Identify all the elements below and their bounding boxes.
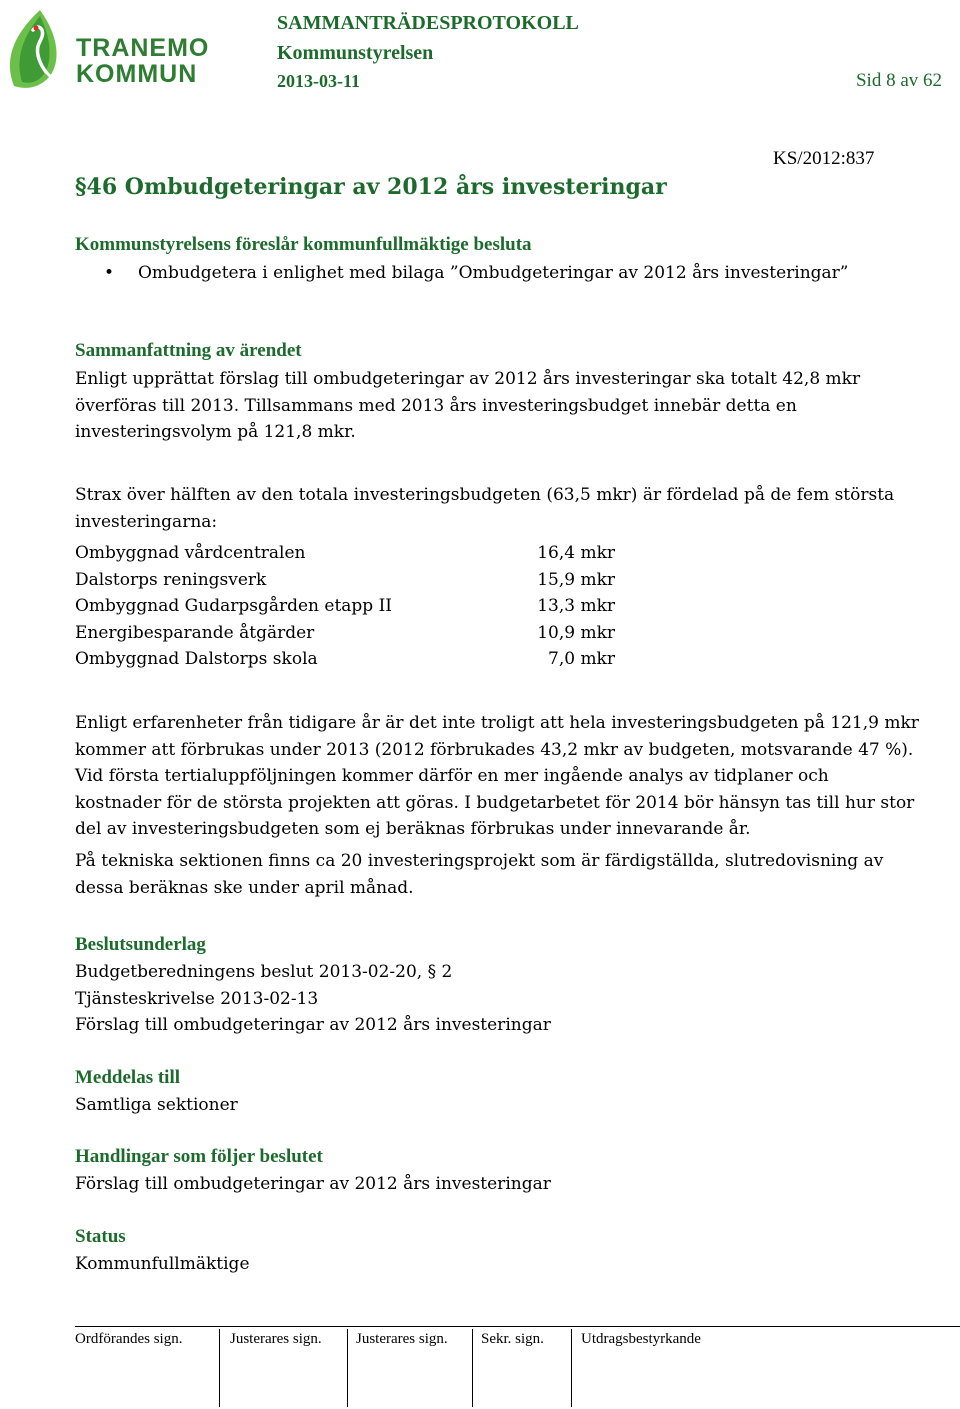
notify-heading: Meddelas till xyxy=(75,1067,181,1088)
signature-divider xyxy=(472,1329,473,1407)
investment-value: 13,3 mkr xyxy=(537,596,615,616)
signature-divider xyxy=(347,1329,348,1407)
text-line: överföras till 2013. Tillsammans med 2013 års investeringsbudget innebär detta en xyxy=(75,395,797,416)
proposal-bullet-text: Ombudgetera i enlighet med bilaga ”Ombudgeteringar av 2012 års investeringar” xyxy=(138,263,849,283)
text-line: Vid första tertialuppföljningen kommer därför en mer ingående analys av tidplaner och xyxy=(75,766,829,786)
page-title: §46 Ombudgeteringar av 2012 års investeringar xyxy=(75,174,667,200)
logo xyxy=(0,6,210,96)
summary-paragraph-1 xyxy=(75,366,860,446)
case-number: KS/2012:837 xyxy=(773,148,875,169)
investment-name: Ombyggnad Gudarpsgården etapp II xyxy=(75,596,393,616)
investment-name: Ombyggnad Dalstorps skola xyxy=(75,649,318,669)
text-line: kommer att förbrukas under 2013 (2012 förbrukades 43,2 mkr av budgeten, motsvarande 47 %). xyxy=(75,739,914,760)
signature-justerare-1: Justerares sign. xyxy=(230,1331,322,1347)
logo-text-kommun: KOMMUN xyxy=(76,60,198,88)
crane-logo-icon xyxy=(0,6,80,96)
status-value: Kommunfullmäktige xyxy=(75,1254,250,1274)
proposal-bullet xyxy=(104,260,849,287)
signature-rule xyxy=(75,1326,960,1327)
basis-heading: Beslutsunderlag xyxy=(75,934,206,955)
page-number: Sid 8 av 62 xyxy=(855,70,942,91)
summary-paragraph-2 xyxy=(75,482,894,535)
text-line: Enligt erfarenheter från tidigare år är det inte troligt att hela investeringsbudgeten på 121,9 mkr xyxy=(75,713,919,733)
signature-divider xyxy=(571,1329,572,1407)
signature-utdrag: Utdragsbestyrkande xyxy=(581,1331,701,1347)
table-row xyxy=(75,620,615,647)
basis-list xyxy=(75,959,551,1039)
text-line: investeringsvolym på 121,8 mkr. xyxy=(75,422,356,442)
proposal-heading: Kommunstyrelsens föreslår kommunfullmäktige besluta xyxy=(75,234,532,255)
attachments-value: Förslag till ombudgeteringar av 2012 års investeringar xyxy=(75,1174,551,1194)
signature-divider xyxy=(219,1329,220,1407)
signature-sekreterare: Sekr. sign. xyxy=(481,1331,544,1347)
logo-text-tranemo: TRANEMO xyxy=(76,34,210,62)
investment-value: 10,9 mkr xyxy=(537,622,615,643)
meeting-date: 2013-03-11 xyxy=(277,71,360,91)
investment-value: 7,0 mkr xyxy=(548,649,615,669)
text-line: kostnader för de största projekten att göras. I budgetarbetet för 2014 bör hänsyn tas till hur stor xyxy=(75,792,915,813)
investment-value: 15,9 mkr xyxy=(537,569,615,590)
list-item: Förslag till ombudgeteringar av 2012 års investeringar xyxy=(75,1015,551,1035)
text-line: Enligt upprättat förslag till ombudgeteringar av 2012 års investeringar ska totalt 42,8 mkr xyxy=(75,369,861,389)
bullet-icon: • xyxy=(104,263,115,283)
technical-paragraph xyxy=(75,848,883,901)
investment-value: 16,4 mkr xyxy=(537,543,615,563)
list-item: Tjänsteskrivelse 2013-02-13 xyxy=(75,988,319,1009)
list-item: Budgetberedningens beslut 2013-02-20, § 2 xyxy=(75,962,453,982)
text-line: På tekniska sektionen finns ca 20 investeringsprojekt som är färdigställda, slutredovisning av xyxy=(75,851,884,871)
text-line: dessa beräknas ske under april månad. xyxy=(75,877,414,898)
investment-name: Energibesparande åtgärder xyxy=(75,622,315,643)
experience-paragraph xyxy=(75,710,919,843)
signature-justerare-2: Justerares sign. xyxy=(356,1331,448,1347)
table-row xyxy=(75,540,615,567)
notify-value: Samtliga sektioner xyxy=(75,1095,238,1115)
table-row xyxy=(75,646,615,673)
text-line: del av investeringsbudgeten som ej beräknas förbrukas under innevarande år. xyxy=(75,819,751,839)
signature-ordforande: Ordförandes sign. xyxy=(75,1331,183,1347)
status-heading: Status xyxy=(75,1226,126,1247)
investment-name: Ombyggnad vårdcentralen xyxy=(75,543,306,563)
investment-name: Dalstorps reningsverk xyxy=(75,569,267,590)
body-name: Kommunstyrelsen xyxy=(277,42,434,64)
text-line: Strax över hälften av den totala investeringsbudgeten (63,5 mkr) är fördelad på de fem största xyxy=(75,485,895,505)
doc-type: SAMMANTRÄDESPROTOKOLL xyxy=(277,12,579,34)
attachments-heading: Handlingar som följer beslutet xyxy=(75,1146,323,1167)
table-row xyxy=(75,567,615,594)
table-row xyxy=(75,593,615,620)
text-line: investeringarna: xyxy=(75,511,218,532)
investment-table xyxy=(75,540,615,673)
summary-heading: Sammanfattning av ärendet xyxy=(75,340,302,361)
